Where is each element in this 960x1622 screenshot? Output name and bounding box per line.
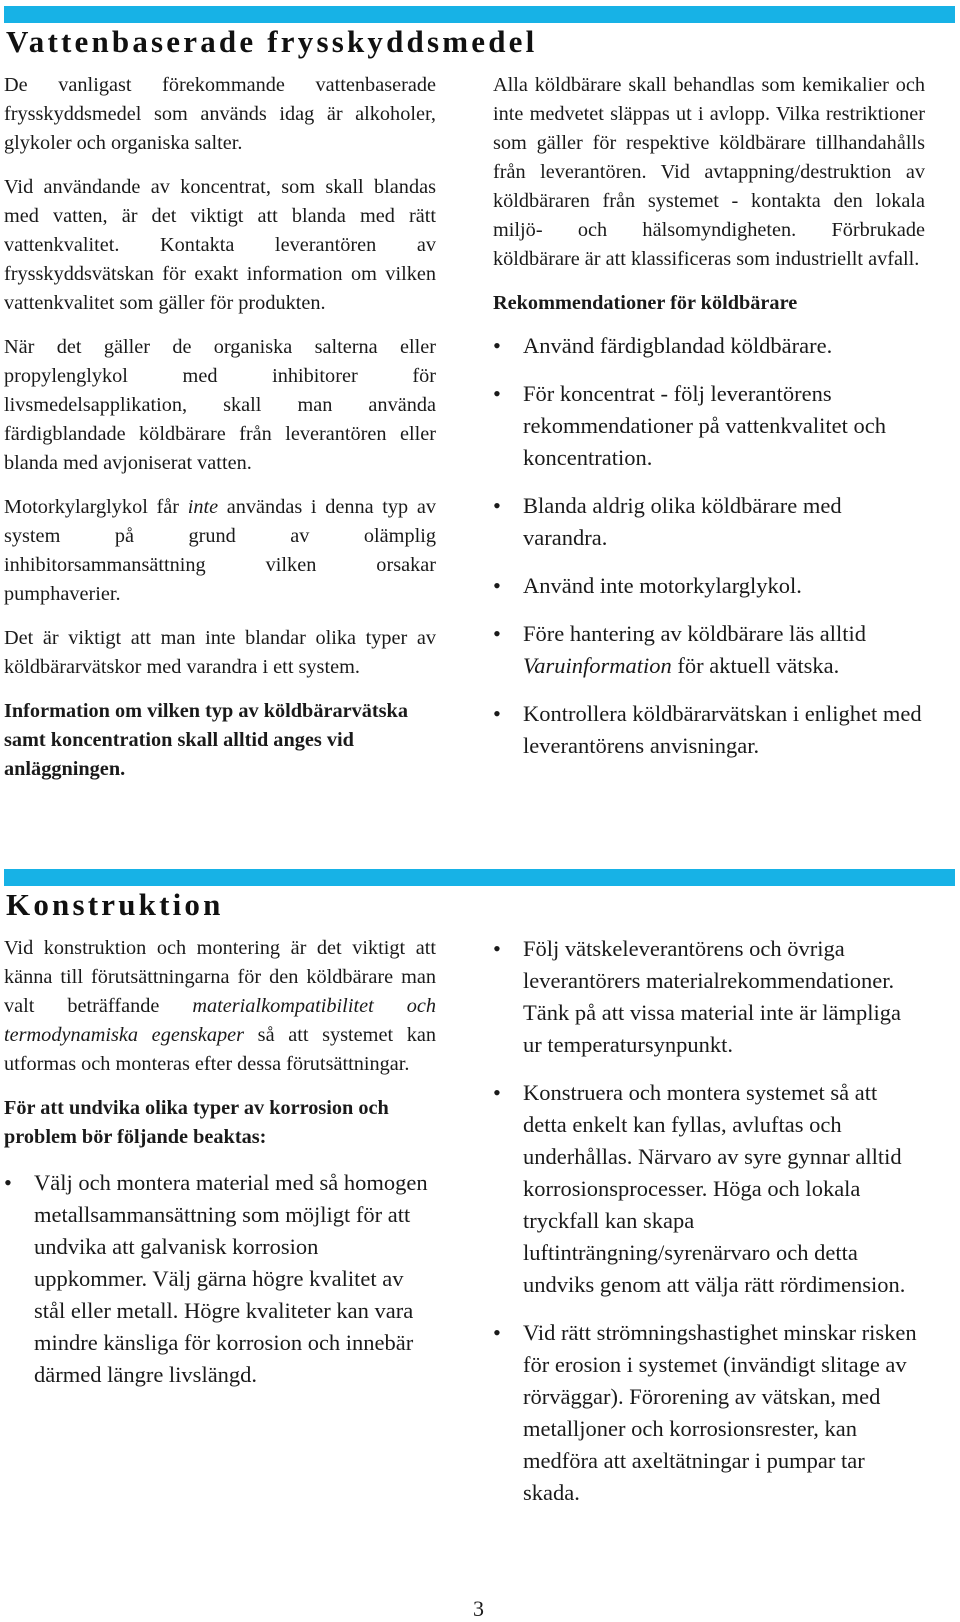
paragraph-construction-intro: Vid konstruktion och montering är det viktigt att känna till förutsättningarna för den köldbärare man valt beträffande materialkompatibilitet och termodynamiska egenskaper så att systemet kan utformas och monteras efter dessa förutsättningar. <box>4 937 436 1075</box>
bullet-icon: • <box>493 701 501 726</box>
paragraph-motor-glycol: Motorkylarglykol får inte användas i denna typ av system på grund av olämplig inhibitorsammansättning vilken orsakar pumphaverier. <box>4 496 436 605</box>
list-item: • Konstruera och montera systemet så att detta enkelt kan fyllas, avluftas och underhållas. Närvaro av syre gynnar alltid korrosionsprocesser. Höga och lokala tryckfall kan skapa luftinträngning/syrenärvaro och detta undviks genom att välja rätt rördimension. <box>493 1077 925 1301</box>
bullet-icon: • <box>493 573 501 598</box>
list-item: • Följ vätskeleverantörens och övriga leverantörers materialrekommendationer. Tänk på att vissa material inte är lämpliga ur temperatursynpunkt. <box>493 933 925 1061</box>
list-item: • Blanda aldrig olika köldbärare med varandra. <box>493 490 925 554</box>
list-item: • Använd färdigblandad köldbärare. <box>493 330 925 362</box>
bullet-icon: • <box>493 381 501 406</box>
antifreeze-right-column <box>493 71 925 778</box>
section-title-antifreeze: Vattenbaserade frysskyddsmedel <box>6 24 538 59</box>
recommendations-list <box>493 330 925 762</box>
section-title-construction: Konstruktion <box>6 887 224 922</box>
section-divider-bar <box>4 869 955 886</box>
corrosion-list-right <box>493 933 925 1509</box>
recommendations-heading: Rekommendationer för köldbärare <box>493 292 798 314</box>
list-item: • Vid rätt strömningshastighet minskar risken för erosion i systemet (invändigt slitage av rörväggar). Förorening av vätskan, med metalljoner och korrosionsrester, kan medföra att axeltätningar i pumpar tar skada. <box>493 1317 925 1509</box>
list-item: • Kontrollera köldbärarvätskan i enlighet med leverantörens anvisningar. <box>493 698 925 762</box>
paragraph-handling: Alla köldbärare skall behandlas som kemikalier och inte medvetet släppas ut i avlopp. Vilka restriktioner som gäller för respektive köldbärare tillhandahålls från leverantören. Vid avtappning/destruktion av köldbäraren från systemet - kontakta den lokala miljö- och hälsomyndigheten. Förbrukade köldbärare är att klassificeras som industriellt avfall. <box>493 74 925 270</box>
bullet-icon: • <box>493 936 501 961</box>
list-item: • Välj och montera material med så homogen metallsammansättning som möjligt för att undvika att galvanisk korrosion uppkommer. Välj gärna högre kvalitet av stål eller metall. Högre kvaliteter kan vara mindre känsliga för korrosion och innebär därmed längre livslängd. <box>4 1167 436 1391</box>
paragraph-common-antifreeze: De vanligast förekommande vattenbaserade frysskyddsmedel som används idag är alkoholer, glykoler och organiska salter. <box>4 74 436 154</box>
page-number: 3 <box>473 1596 484 1621</box>
section-divider-bar <box>4 6 955 23</box>
construction-left-column <box>4 934 436 1407</box>
corrosion-heading: För att undvika olika typer av korrosion och problem bör följande beaktas: <box>4 1097 389 1148</box>
bullet-icon: • <box>493 1080 501 1105</box>
list-item: • För koncentrat - följ leverantörens rekommendationer på vattenkvalitet och koncentration. <box>493 378 925 474</box>
corrosion-list-left <box>4 1167 436 1391</box>
list-item: • Använd inte motorkylarglykol. <box>493 570 925 602</box>
paragraph-concentrate: Vid användande av koncentrat, som skall blandas med vatten, är det viktigt att blanda med rätt vattenkvalitet. Kontakta leverantören av frysskyddsvätskan för exakt information om vilken vattenkvalitet som gäller för produkten. <box>4 176 436 314</box>
bullet-icon: • <box>493 621 501 646</box>
bullet-icon: • <box>4 1170 12 1195</box>
bullet-icon: • <box>493 1320 501 1345</box>
paragraph-no-mixing: Det är viktigt att man inte blandar olika typer av köldbärarvätskor med varandra i ett system. <box>4 627 436 678</box>
paragraph-information-notice: Information om vilken typ av köldbärarvätska samt koncentration skall alltid anges vid anläggningen. <box>4 700 408 780</box>
bullet-icon: • <box>493 333 501 358</box>
list-item: • Före hantering av köldbärare läs alltid Varuinformation för aktuell vätska. <box>493 618 925 682</box>
antifreeze-left-column <box>4 71 436 799</box>
construction-right-column <box>493 933 925 1525</box>
paragraph-organic-salts: När det gäller de organiska salterna eller propylenglykol med inhibitorer för livsmedelsapplikation, skall man använda färdigblandade köldbärare från leverantören eller blanda med avjoniserat vatten. <box>4 336 436 474</box>
bullet-icon: • <box>493 493 501 518</box>
